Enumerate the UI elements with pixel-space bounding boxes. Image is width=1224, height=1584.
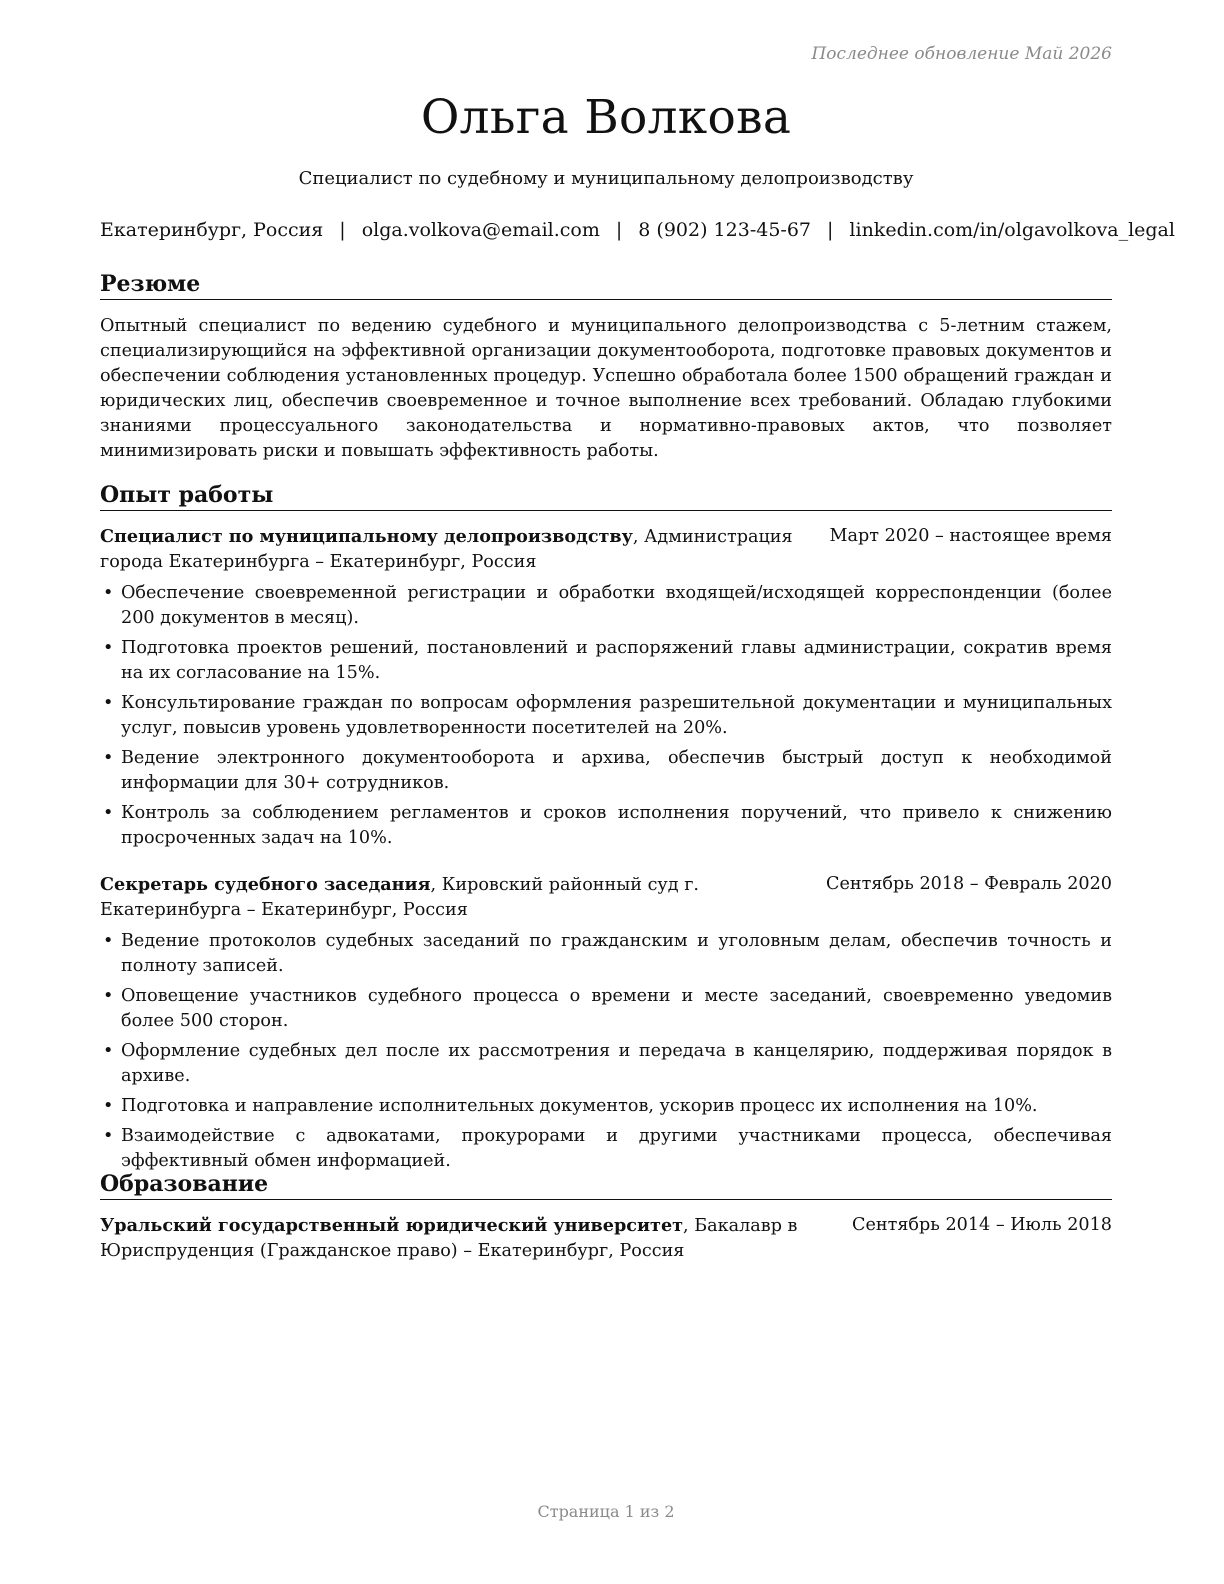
list-item: • Оповещение участников судебного процесса о времени и месте заседаний, своевременно уведомив более 500 сторон. [103, 986, 1112, 1031]
job-header [100, 872, 1112, 923]
education-entry [100, 1213, 1112, 1264]
list-item: • Оформление судебных дел после их рассмотрения и передача в канцелярию, поддерживая порядок в архиве. [103, 1041, 1112, 1086]
last-updated: Последнее обновление Май 2026 [811, 44, 1112, 64]
bullet-icon: • [103, 693, 114, 713]
resume-page [100, 0, 1175, 1584]
bullet-icon: • [103, 986, 114, 1006]
bullet-icon: • [103, 803, 114, 823]
job-dates: Март 2020 – настоящее время [829, 526, 1112, 546]
bullet-icon: • [103, 1096, 114, 1116]
section-title-summary: Резюме [100, 270, 1112, 300]
list-item: • Консультирование граждан по вопросам оформления разрешительной документации и муниципальных услуг, повысив уровень удовлетворенности посетителей на 20%. [103, 693, 1112, 738]
summary-text: Опытный специалист по ведению судебного и муниципального делопроизводства с 5-летним стажем, специализирующийся на эффективной организации документооборота, подготовке правовых документов и обеспечении соблюдения установленных процедур. Успешно обработала более 1500 обращений граждан и юридических лиц, обеспечив своевременное и точное выполнение всех требований. Обладаю глубокими знаниями процессуального законодательства и нормативно-правовых актов, что позволяет минимизировать риски и повышать эффективность работы. [100, 316, 1112, 461]
list-item: • Подготовка и направление исполнительных документов, ускорив процесс их исполнения на 10%. [100, 1094, 1112, 1119]
education-school: Уральский государственный юридический университет [100, 1215, 684, 1236]
page-number: Страница 1 из 2 [537, 1502, 675, 1521]
job-bullets [100, 929, 1112, 1174]
job-role: Секретарь судебного заседания [100, 874, 431, 895]
job-bullets [100, 581, 1112, 851]
job-organization: , Кировский районный суд г. Екатеринбурга – Екатеринбург, Россия [100, 875, 700, 920]
job-organization: , Администрация города Екатеринбурга – Екатеринбург, Россия [100, 527, 793, 572]
job-position [100, 524, 820, 575]
education-dates: Сентябрь 2014 – Июль 2018 [852, 1215, 1112, 1235]
list-item: • Взаимодействие с адвокатами, прокурорами и другими участниками процесса, обеспечивая эффективный обмен информацией. [103, 1126, 1112, 1171]
contact-separator: | [339, 219, 346, 241]
bullet-icon: • [103, 1041, 114, 1061]
job-entry [100, 524, 1112, 856]
job-header [100, 524, 1112, 575]
education-header [100, 1213, 1112, 1264]
contact-line [100, 219, 1175, 241]
bullet-icon: • [103, 583, 114, 603]
list-item: • Ведение электронного документооборота и архива, обеспечив быстрый доступ к необходимой информации для 30+ сотрудников. [103, 748, 1112, 793]
list-item: • Контроль за соблюдением регламентов и сроков исполнения поручений, что привело к снижению просроченных задач на 10%. [103, 803, 1112, 848]
list-item: • Обеспечение своевременной регистрации и обработки входящей/исходящей корреспонденции (более 200 документов в месяц). [103, 583, 1112, 628]
job-dates: Сентябрь 2018 – Февраль 2020 [825, 874, 1112, 894]
candidate-name: Ольга Волкова [420, 90, 792, 145]
contact-separator: | [615, 219, 623, 241]
candidate-title: Специалист по судебному и муниципальному делопроизводству [298, 168, 914, 189]
bullet-icon: • [103, 748, 114, 768]
list-item: • Ведение протоколов судебных заседаний по гражданским и уголовным делам, обеспечив точность и полноту записей. [103, 931, 1112, 976]
bullet-icon: • [103, 1126, 114, 1146]
contact-location: Екатеринбург, Россия [100, 219, 324, 241]
section-title-experience: Опыт работы [100, 481, 1112, 511]
contact-linkedin[interactable]: linkedin.com/in/olgavolkova_legal [849, 219, 1175, 241]
education-degree: , Бакалавр в Юриспруденция (Гражданское право) – Екатеринбург, Россия [100, 1216, 798, 1261]
section-title-education: Образование [100, 1170, 1112, 1200]
contact-separator: | [827, 219, 834, 241]
job-position [100, 872, 820, 923]
bullet-icon: • [103, 931, 114, 951]
contact-phone[interactable]: 8 (902) 123-45-67 [638, 219, 812, 241]
job-entry [100, 872, 1112, 1179]
list-item: • Подготовка проектов решений, постановлений и распоряжений главы администрации, сократив время на их согласование на 15%. [103, 638, 1112, 683]
bullet-icon: • [103, 638, 114, 658]
job-role: Специалист по муниципальному делопроизводству [100, 526, 633, 547]
education-institution [100, 1213, 820, 1264]
contact-email[interactable]: olga.volkova@email.com [361, 219, 600, 241]
